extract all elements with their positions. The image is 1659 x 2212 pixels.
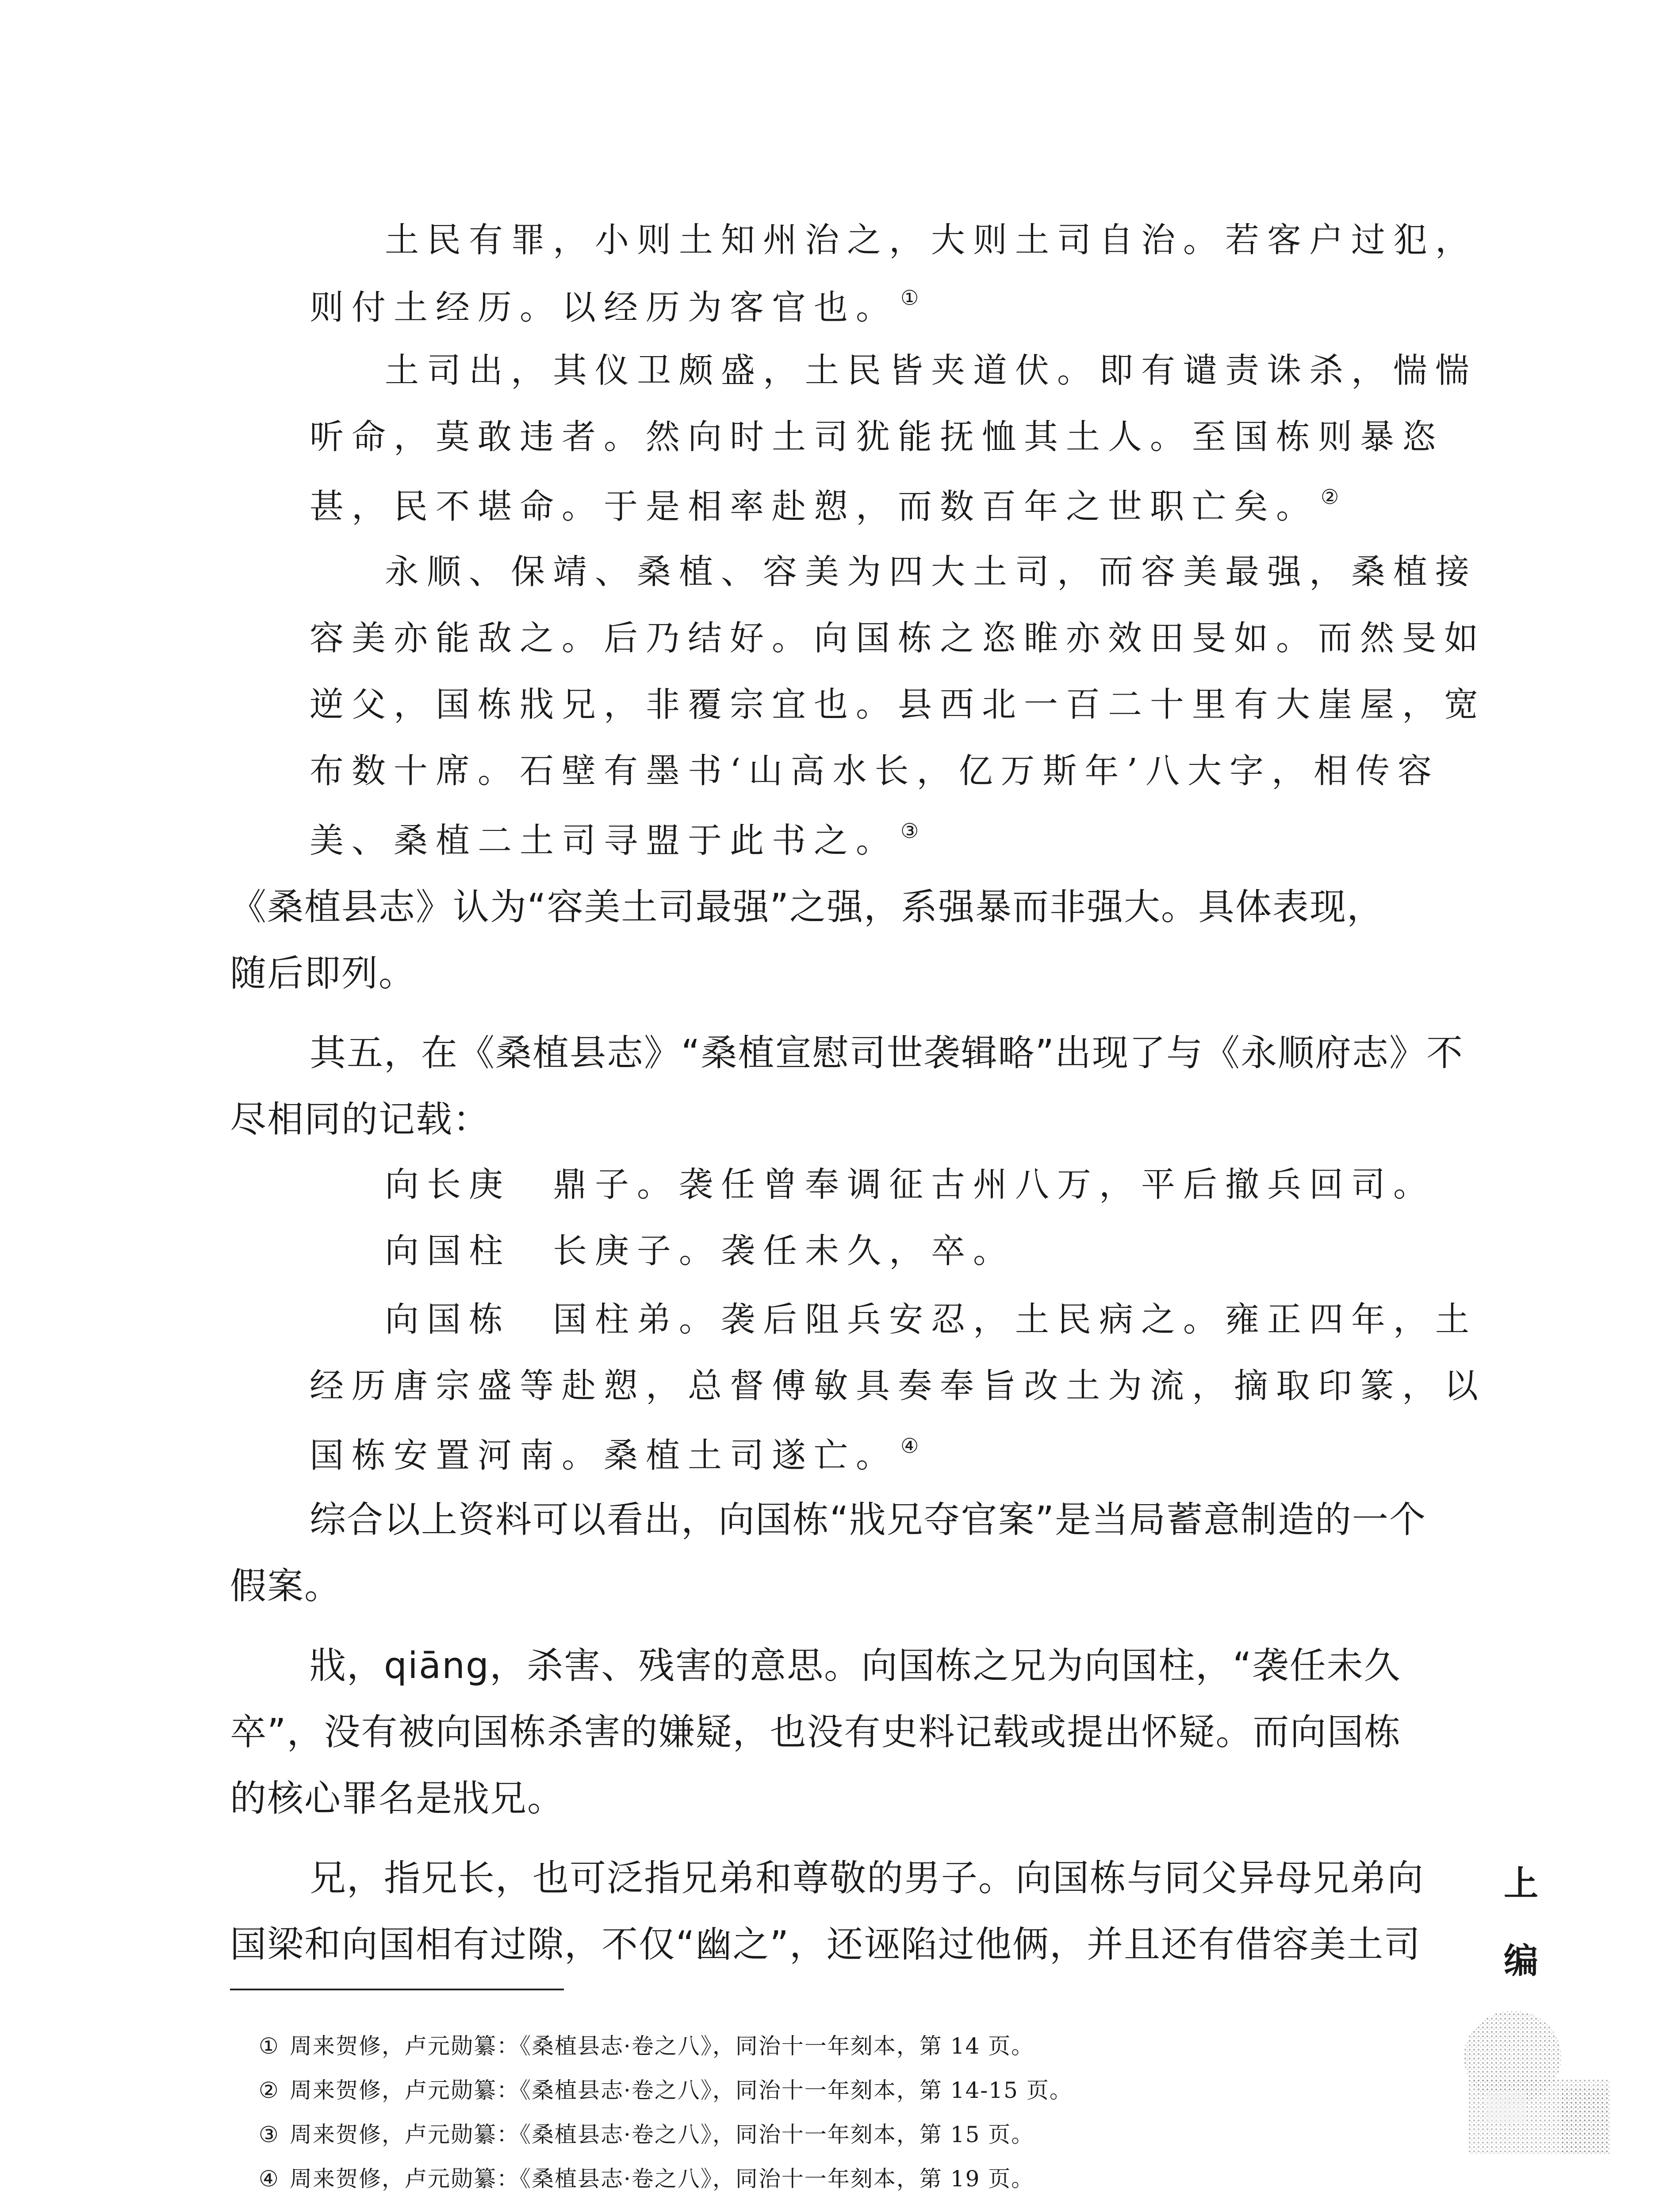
quote4-line: 经历唐宗盛等赴愬，总督傅敏具奏奉旨改土为流，摘取印篆，以 [310,1367,1486,1406]
footnote-mark: ① [259,2033,280,2059]
section-label-upper: 上 [1504,1863,1539,1904]
quote2-line: 听命，莫敢违者。然向时土司犹能抚恤其土人。至国栋则暴恣 [310,418,1444,457]
footnote-mark: ② [259,2078,280,2103]
paragraph-line: 兄，指兄长，也可泛指兄弟和尊敬的男子。向国栋与同父异母兄弟向 [310,1857,1425,1899]
quote4-line: 向国柱 长庚子。袭任未久，卒。 [385,1232,1015,1271]
quote1-line: 土民有罪，小则土知州治之，大则土司自治。若客户过犯， [385,221,1477,260]
decorative-illustration-icon [1460,2004,1619,2159]
paragraph-line: 综合以上资料可以看出，向国栋“戕兄夺官案”是当局蓄意制造的一个 [310,1499,1426,1541]
quote3-line: 容美亦能敌之。后乃结好。向国栋之恣睢亦效田旻如。而然旻如 [310,619,1486,658]
footnote-divider [230,1989,564,1990]
paragraph-line: 卒”，没有被向国栋杀害的嫌疑，也没有史料记载或提出怀疑。而向国栋 [230,1711,1402,1753]
quote3-line: 逆父，国栋戕兄，非覆宗宜也。县西北一百二十里有大崖屋，宽 [310,685,1486,725]
footnote: ④ 周来贺修，卢元勋纂：《桑植县志·卷之八》，同治十一年刻本，第 19 页。 [259,2166,1034,2192]
section-label-volume: 编 [1504,1941,1539,1981]
footnote-ref: ② [1321,485,1339,509]
quote3-line: 布数十席。石壁有墨书‘山高水长，亿万斯年’八大字，相传容 [310,752,1440,791]
quote4-line: 向国栋 国柱弟。袭后阻兵安忍，土民病之。雍正四年，土 [385,1300,1477,1340]
footnote: ② 周来贺修，卢元勋纂：《桑植县志·卷之八》，同治十一年刻本，第 14-15 页。 [259,2078,1073,2103]
paragraph-line: 戕，qiāng，杀害、残害的意思。向国栋之兄为向国柱，“袭任未久 [310,1645,1401,1687]
paragraph-line: 随后即列。 [230,952,416,995]
paragraph-line: 尽相同的记载： [230,1098,490,1141]
footnote: ① 周来贺修，卢元勋纂：《桑植县志·卷之八》，同治十一年刻本，第 14 页。 [259,2033,1034,2059]
footnote-ref: ④ [900,1434,919,1458]
quote4-line: 向长庚 鼎子。袭任曾奉调征古州八万，平后撤兵回司。 [385,1165,1435,1205]
quote4-line: 国栋安置河南。桑植土司遂亡。 ④ [310,1434,919,1476]
quote1-line: 则付土经历。以经历为客官也。 ① [310,286,919,328]
footnote-mark: ③ [259,2122,280,2147]
paragraph-line: 国梁和向国相有过隙，不仅“幽之”，还诬陷过他俩，并且还有借容美土司 [230,1924,1421,1966]
quote2-line: 甚，民不堪命。于是相率赴愬，而数百年之世职亡矣。 ② [310,485,1339,527]
quote3-line: 美、桑植二土司寻盟于此书之。 ③ [310,819,919,861]
footnote-ref: ③ [900,819,919,843]
paragraph-line: 其五，在《桑植县志》“桑植宣慰司世袭辑略”出现了与《永顺府志》不 [310,1032,1464,1074]
paragraph-line: 的核心罪名是戕兄。 [230,1778,565,1820]
footnote: ③ 周来贺修，卢元勋纂：《桑植县志·卷之八》，同治十一年刻本，第 15 页。 [259,2122,1034,2147]
quote3-line: 永顺、保靖、桑植、容美为四大土司，而容美最强，桑植接 [385,553,1477,592]
footnote-mark: ④ [259,2166,280,2192]
paragraph-line: 假案。 [230,1565,342,1607]
paragraph-line: 《桑植县志》认为“容美土司最强”之强，系强暴而非强大。具体表现， [230,886,1384,928]
footnote-ref: ① [900,286,919,310]
quote2-line: 土司出，其仪卫颇盛，土民皆夹道伏。即有谴责诛杀，惴惴 [385,351,1477,391]
